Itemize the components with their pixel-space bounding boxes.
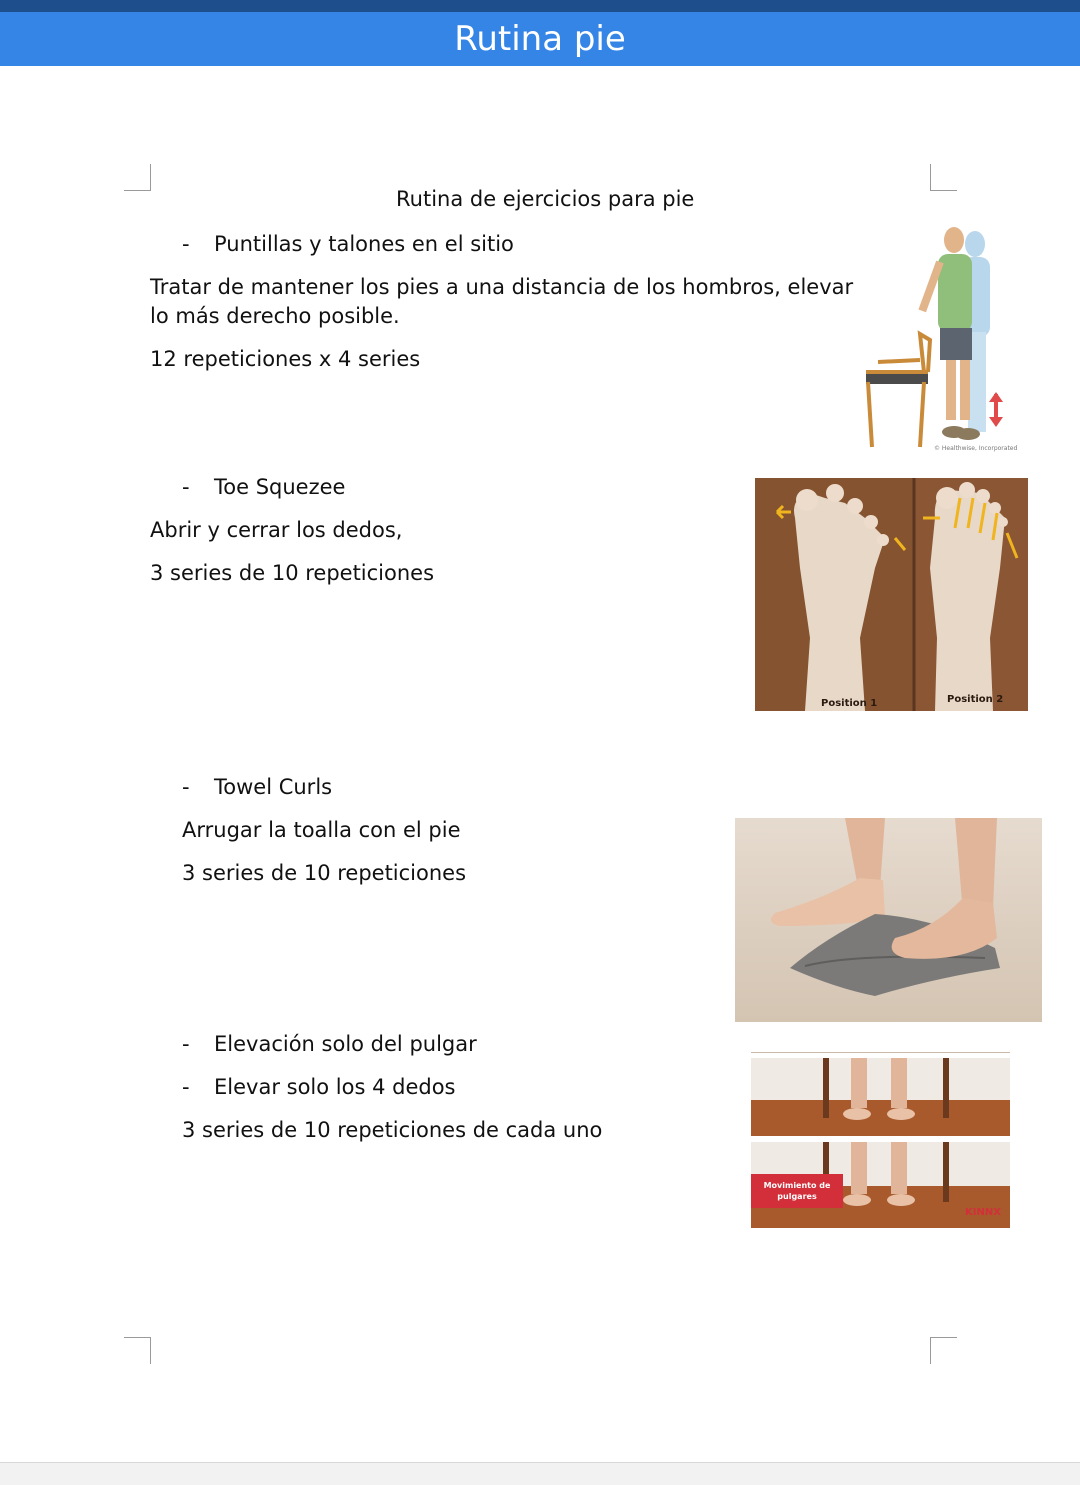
document-heading: Rutina de ejercicios para pie [396,187,695,211]
exercise-4-title: Elevación solo del pulgar [214,1032,477,1056]
towel-curls-image [735,818,1042,1022]
exercise-2-description: Abrir y cerrar los dedos, [150,518,403,542]
exercise-1-description-line1: Tratar de mantener los pies a una distancia de los hombros, elevar [150,275,854,299]
position-2-label: Position 2 [947,694,1004,705]
document-title: Rutina pie [454,19,626,59]
heel-raise-image [858,222,1030,454]
toe-raise-image [751,1052,1010,1228]
exercise-2-reps: 3 series de 10 repeticiones [150,561,435,585]
exercise-4-reps: 3 series de 10 repeticiones de cada uno [182,1118,603,1142]
image-caption-line2: pulgares [777,1192,817,1201]
exercise-3-reps: 3 series de 10 repeticiones [182,861,467,885]
margin-corner-bottom-left [124,1337,151,1364]
bullet-dash: - [182,775,190,799]
image-brand: KINNX [965,1207,1001,1218]
image-credit: © Healthwise, Incorporated [934,445,1018,452]
margin-corner-top-left [124,164,151,191]
exercise-3-title: Towel Curls [214,775,333,799]
margin-corner-bottom-right [930,1337,957,1364]
exercise-4-title-2: Elevar solo los 4 dedos [214,1075,456,1099]
exercise-1-description-line2: lo más derecho posible. [150,304,400,328]
exercise-1-reps: 12 repeticiones x 4 series [150,347,421,371]
bullet-dash: - [182,1032,190,1056]
bullet-dash: - [182,475,190,499]
bullet-dash: - [182,232,190,256]
exercise-1-title: Puntillas y talones en el sitio [214,232,514,256]
image-caption-line1: Movimiento de [763,1181,831,1190]
toe-squeeze-image [755,478,1028,711]
exercise-3-description: Arrugar la toalla con el pie [182,818,461,842]
bottom-bar [0,1462,1080,1485]
margin-corner-top-right [930,164,957,191]
status-strip [0,0,1080,12]
bullet-dash: - [182,1075,190,1099]
exercise-2-title: Toe Squezee [214,475,346,499]
title-bar [0,12,1080,66]
position-1-label: Position 1 [821,698,878,709]
